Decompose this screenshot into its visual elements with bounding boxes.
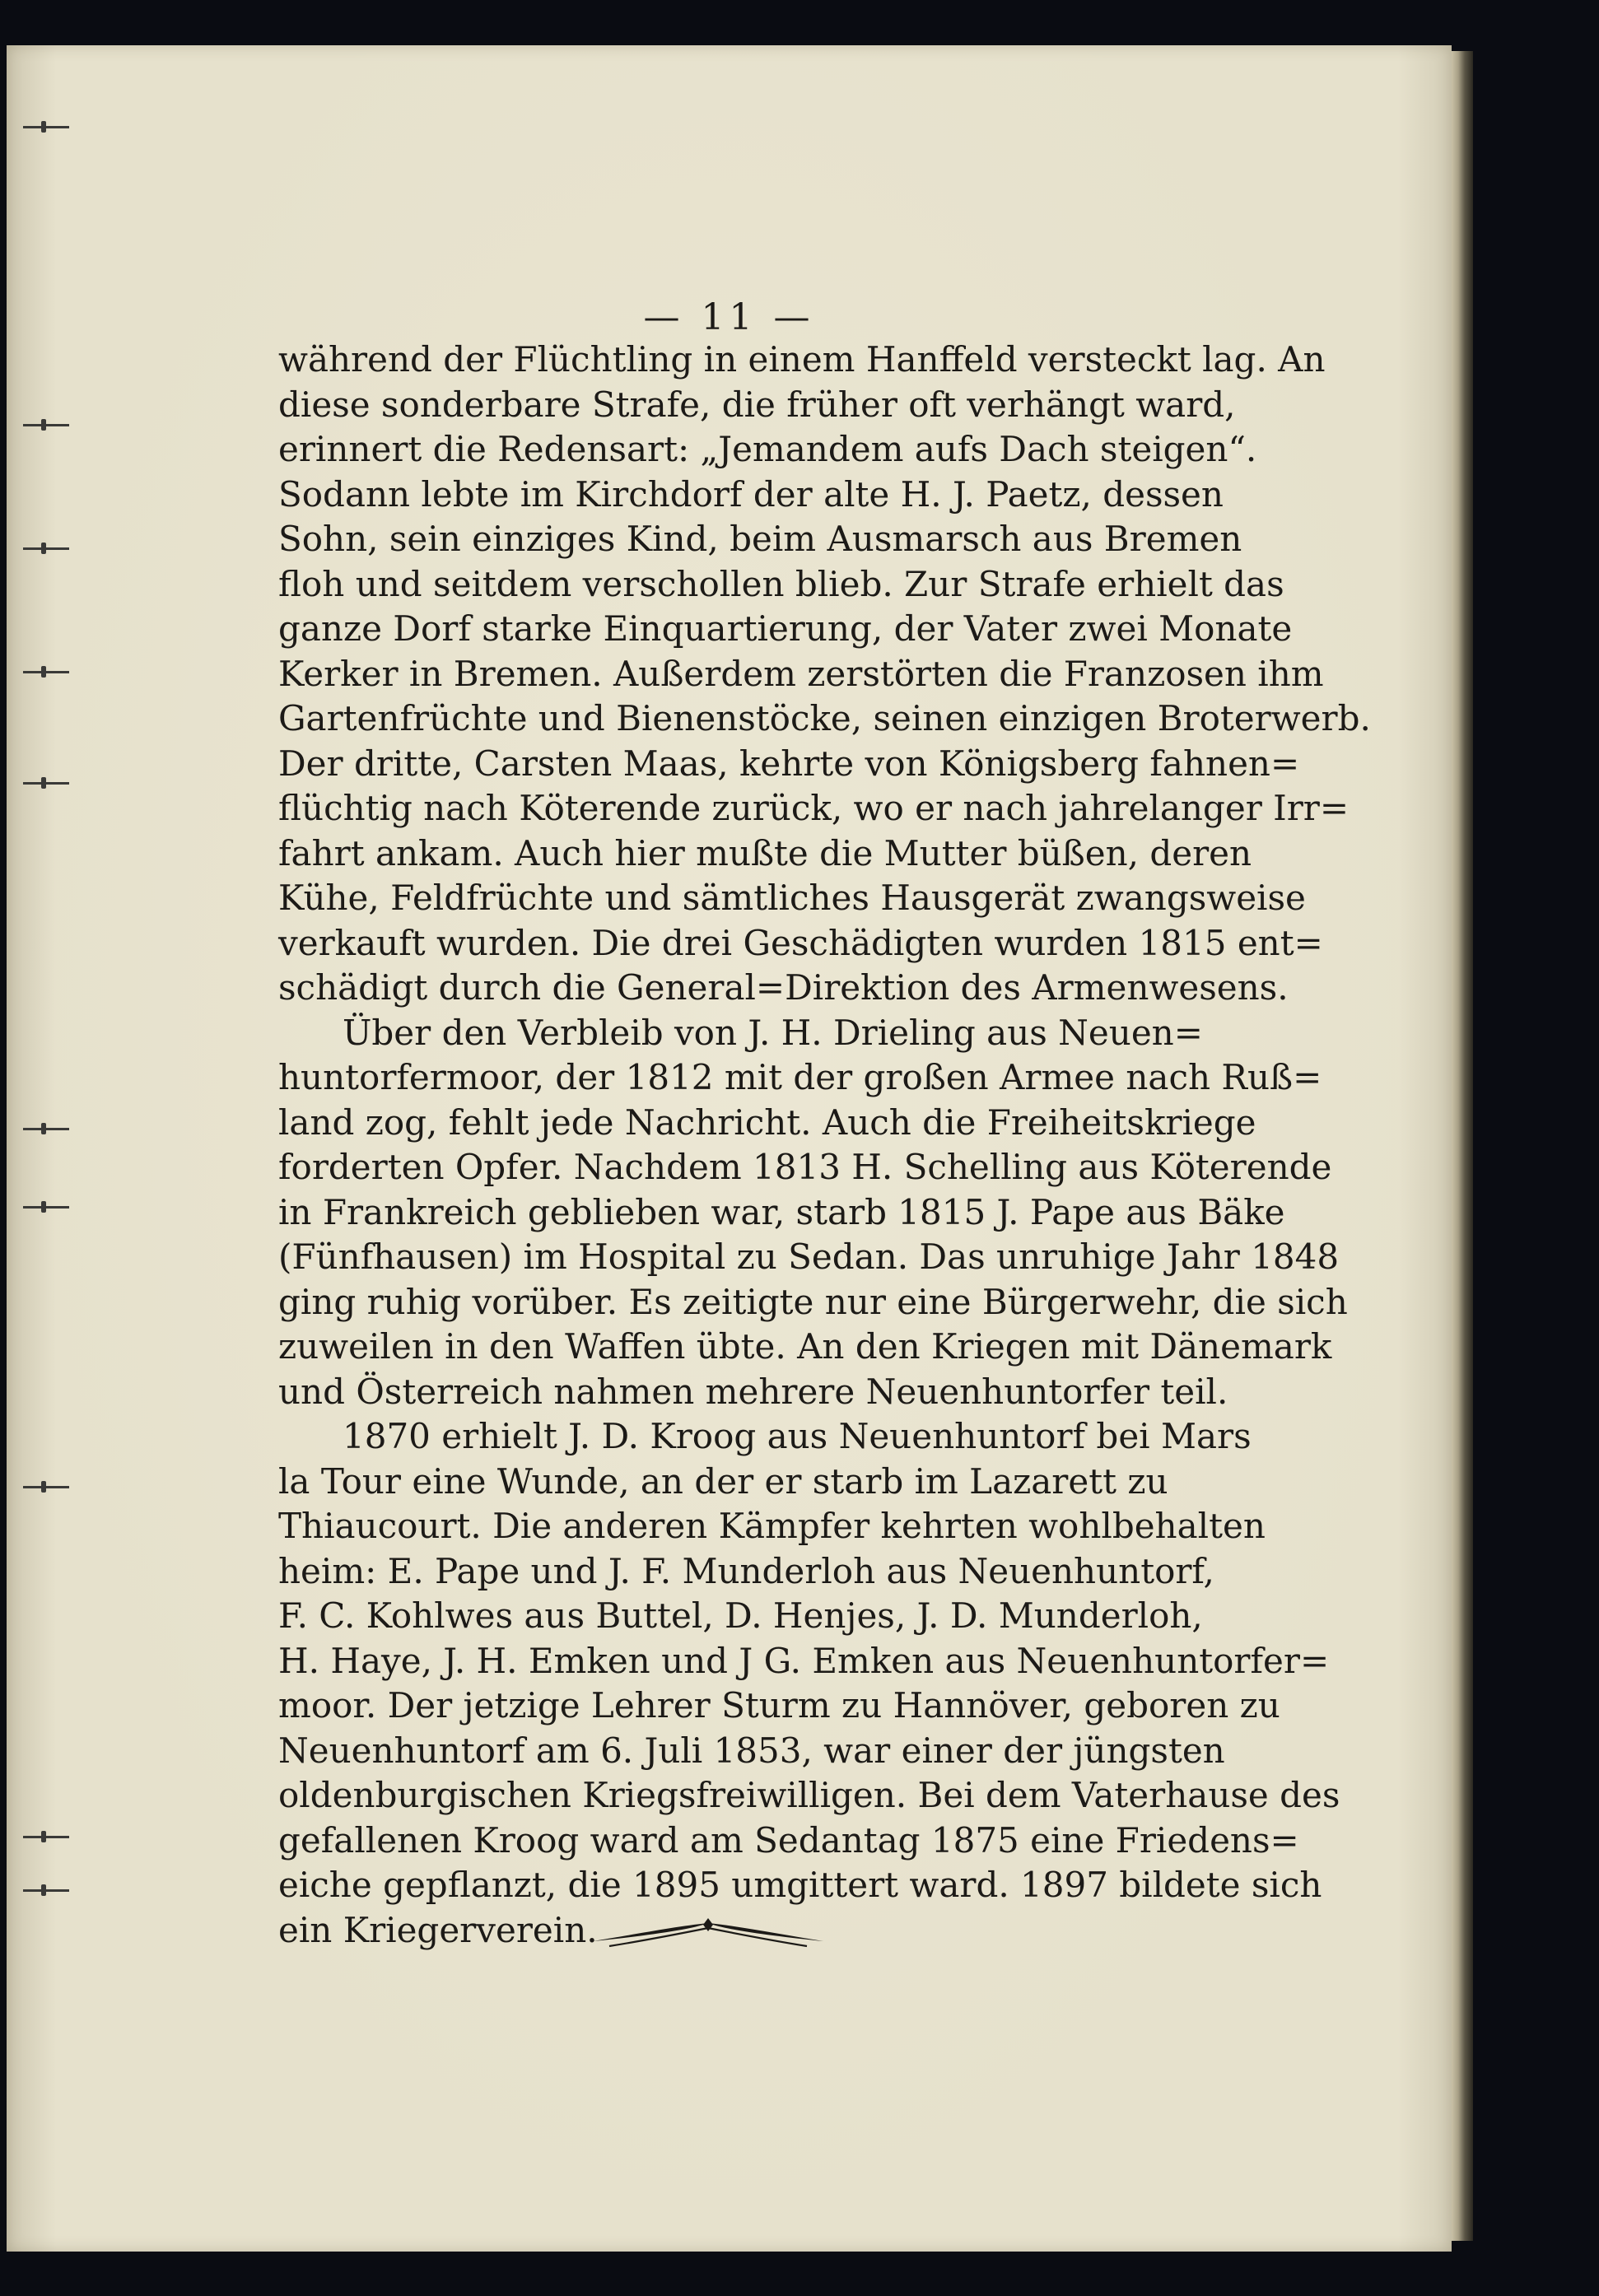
text-line: gefallenen Kroog ward am Sedantag 1875 eine Friedens= [278,1819,1299,1861]
binding-thread-mark [23,424,69,426]
text-line: floh und seitdem verschollen blieb. Zur Strafe erhielt das [278,563,1284,604]
binding-thread-mark [23,782,69,785]
text-line: zuweilen in den Waffen übte. An den Kriegen mit Dänemark [278,1326,1332,1367]
text-line: während der Flüchtling in einem Hanffeld versteckt lag. An [278,339,1326,380]
binding-thread-mark [23,1889,69,1892]
text-line: Gartenfrüchte und Bienenstöcke, seinen einzigen Broterwerb. [278,698,1371,738]
binding-thread-mark [23,1836,69,1838]
text-line: Thiaucourt. Die anderen Kämpfer kehrten wohlbehalten [278,1506,1266,1546]
body-text [278,338,1371,1953]
binding-thread-mark [23,671,69,673]
end-flourish-icon [593,1915,823,1948]
text-line: (Fünfhausen) im Hospital zu Sedan. Das unruhige Jahr 1848 [278,1236,1340,1277]
text-line: H. Haye, J. H. Emken und J G. Emken aus Neuenhuntorfer= [278,1640,1330,1681]
text-line: diese sonderbare Strafe, die früher oft verhängt ward, [278,384,1236,425]
text-line: Kerker in Bremen. Außerdem zerstörten die Franzosen ihm [278,653,1324,694]
page-edge-shadow [1452,51,1473,2241]
page-number: — 11 — [643,296,815,338]
text-line: la Tour eine Wunde, an der er starb im Lazarett zu [278,1460,1168,1502]
binding-thread-mark [23,1486,69,1488]
text-line: schädigt durch die General=Direktion des Armenwesens. [278,967,1289,1008]
text-line: moor. Der jetzige Lehrer Sturm zu Hannöver, geboren zu [278,1685,1280,1725]
text-line: Sodann lebte im Kirchdorf der alte H. J. Paetz, dessen [278,473,1224,515]
text-line: Über den Verbleib von J. H. Drieling aus Neuen= [343,1012,1203,1053]
text-line: erinnert die Redensart: „Jemandem aufs Dach steigen“. [278,429,1257,469]
text-line: oldenburgischen Kriegsfreiwilligen. Bei dem Vaterhause des [278,1775,1340,1815]
text-line: forderten Opfer. Nachdem 1813 H. Schelling aus Köterende [278,1147,1332,1187]
text-line: huntorfermoor, der 1812 mit der großen Armee nach Ruß= [278,1057,1322,1097]
text-line: in Frankreich geblieben war, starb 1815 J. Pape aus Bäke [278,1191,1285,1232]
text-line: land zog, fehlt jede Nachricht. Auch die Freiheitskriege [278,1101,1256,1143]
binding-thread-mark [23,1206,69,1209]
text-line: Sohn, sein einziges Kind, beim Ausmarsch aus Bremen [278,519,1242,559]
text-line: verkauft wurden. Die drei Geschädigten wurden 1815 ent= [278,922,1323,963]
text-line: Der dritte, Carsten Maas, kehrte von Königsberg fahnen= [278,743,1300,784]
text-line: eiche gepflanzt, die 1895 umgittert ward. 1897 bildete sich [278,1865,1322,1905]
text-line: heim: E. Pape und J. F. Munderloh aus Neuenhuntorf, [278,1550,1214,1591]
binding-thread-mark [23,547,69,550]
text-line: Neuenhuntorf am 6. Juli 1853, war einer der jüngsten [278,1730,1225,1771]
text-line: ganze Dorf starke Einquartierung, der Vater zwei Monate [278,608,1293,649]
text-line: flüchtig nach Köterende zurück, wo er nach jahrelanger Irr= [278,788,1350,828]
text-line: und Österreich nahmen mehrere Neuenhuntorfer teil. [278,1371,1228,1412]
text-line: 1870 erhielt J. D. Kroog aus Neuenhuntorf bei Mars [343,1416,1252,1456]
text-line: F. C. Kohlwes aus Buttel, D. Henjes, J. D. Munderloh, [278,1595,1203,1636]
text-line: fahrt ankam. Auch hier mußte die Mutter büßen, deren [278,832,1252,873]
text-line: ging ruhig vorüber. Es zeitigte nur eine Bürgerwehr, die sich [278,1281,1348,1322]
binding-thread-mark [23,1128,69,1130]
text-line: ein Kriegerverein. [278,1909,598,1950]
text-line: Kühe, Feldfrüchte und sämtliches Hausgerät zwangsweise [278,878,1306,918]
binding-thread-mark [23,126,69,128]
